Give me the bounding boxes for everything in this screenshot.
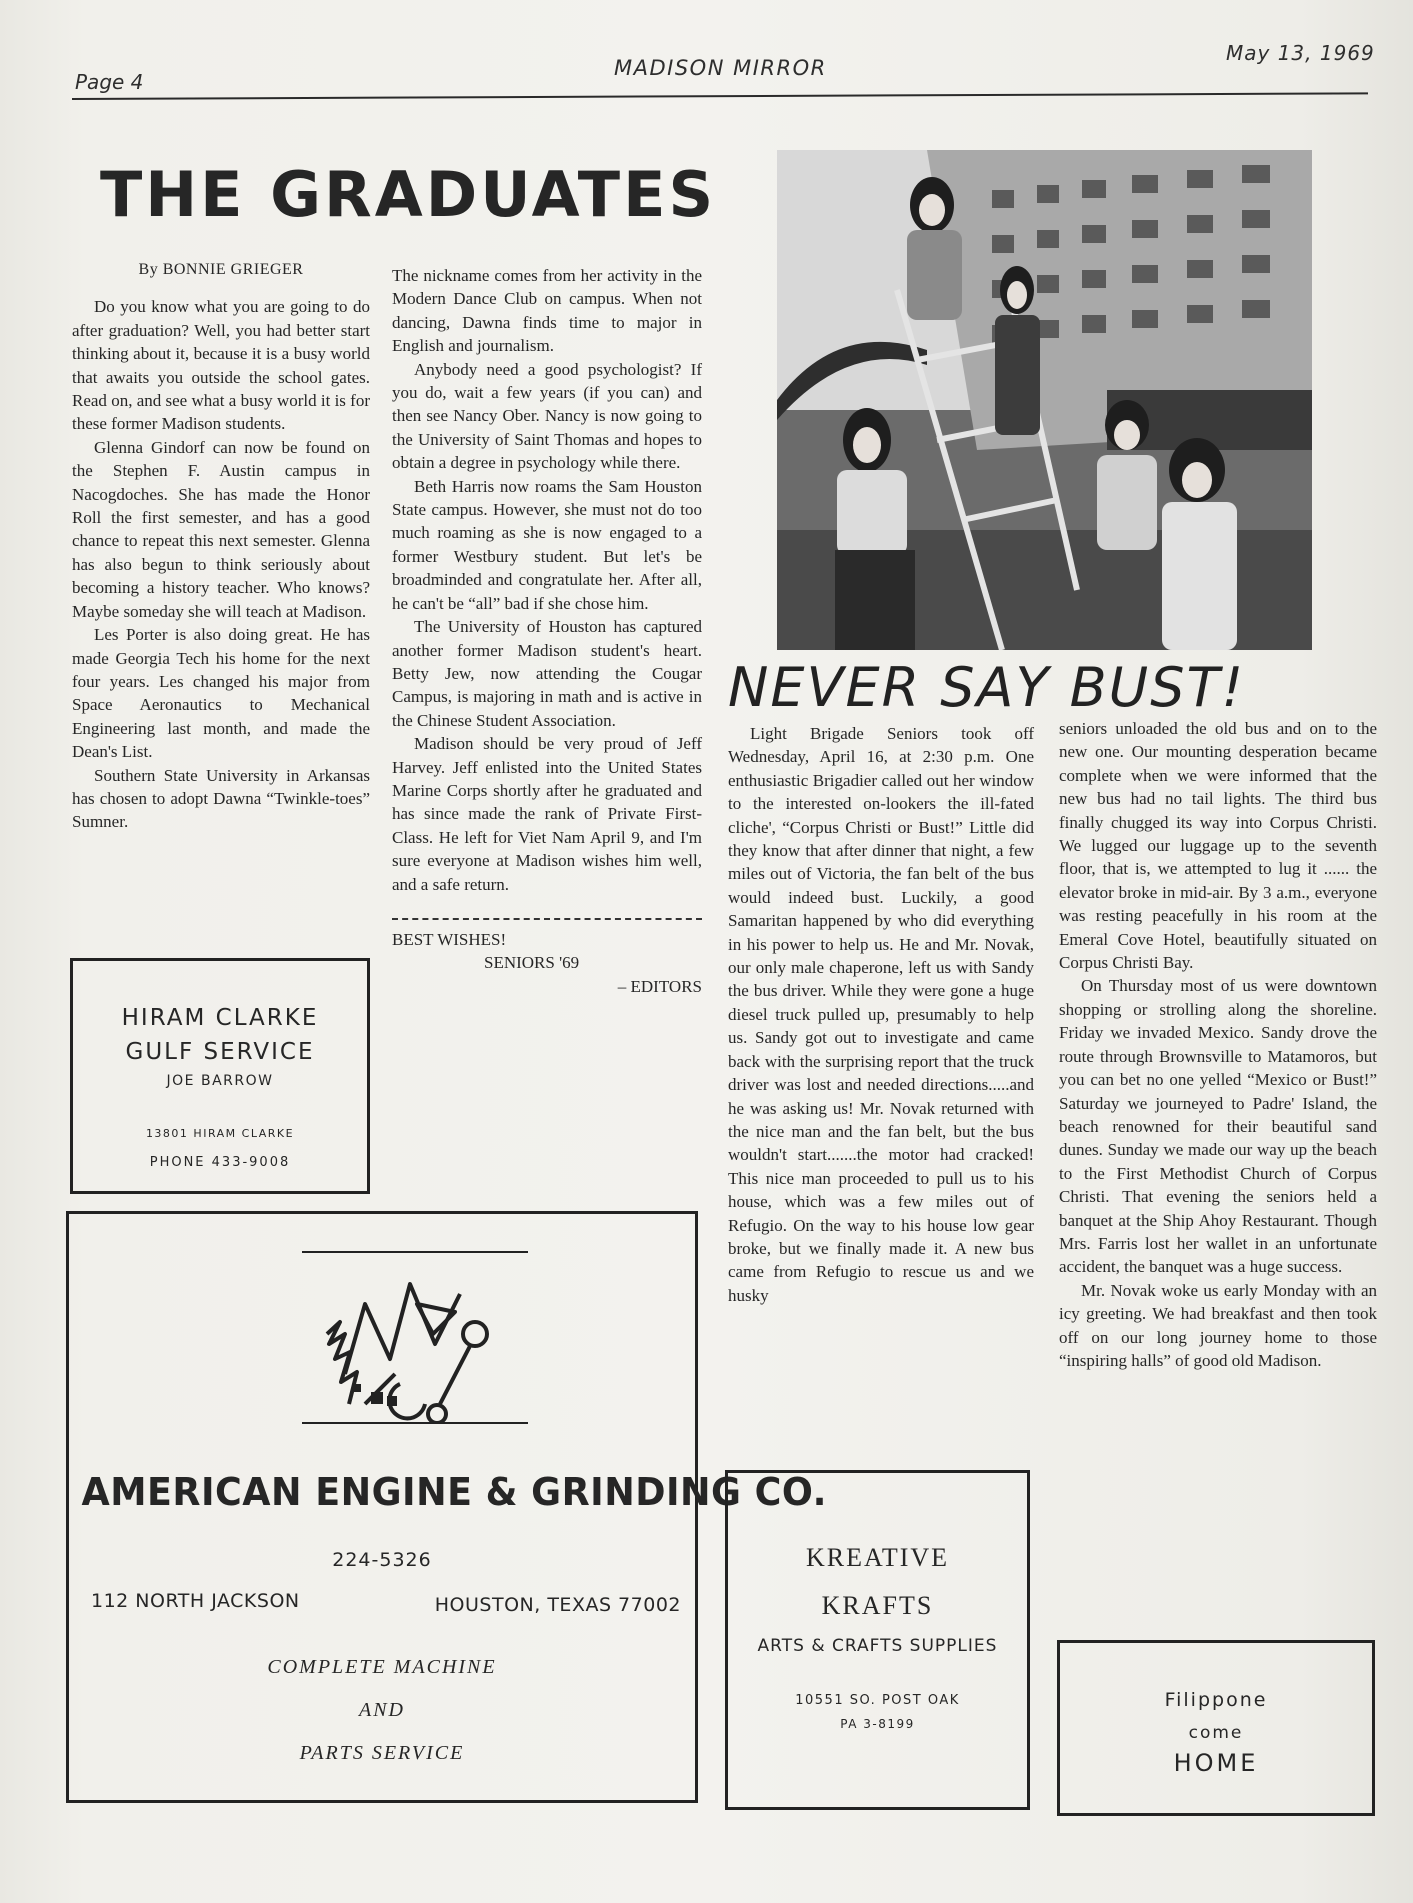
- ad-name-line: come: [1188, 1723, 1244, 1743]
- page-number: Page 4: [75, 70, 144, 94]
- article-paragraph: seniors unloaded the old bus and on to the new one. Our mounting desperation became complete when we were informed that the new bus had no tail lights. The third bus finally chugged its way into Corpus Christi. We lugged our luggage up to the seventh floor, that is, we attempted to lug it ...... the elevator broke in mid-air. By 3 a.m., everyone was resting peacefully in his room at the Emeral Cove Hotel, beautifully situated on Corpus Christi Bay.: [1059, 719, 1377, 973]
- article-paragraph: On Thursday most of us were downtown shopping or strolling along the shoreline. Friday we invaded Mexico. Sandy drove the route through Brownsville to Matamoros, but you can bet no one yelled “Mexico or Bust!” Saturday we journeyed to Padre' Island, the beach renowned for their beautiful sand dunes. Sunday we made our way up the beach to the First Methodist Church of Corpus Christi. That evening the seniors held a banquet at the Ship Ahoy Restaurant. Though Mrs. Farris lost her wallet in an unfortunate accident, the banquet was a huge success.: [1059, 976, 1377, 1277]
- article-paragraph: Anybody need a good psychologist? If you do, wait a few years (if you can) and then see Nancy Ober. Nancy is now going to the University of Saint Thomas and hopes to obtain a degree in psychology while there.: [392, 359, 702, 473]
- ad-company-name: AMERICAN ENGINE & GRINDING CO.: [81, 1470, 827, 1514]
- ad-hiram-clarke-gulf: [70, 958, 370, 1194]
- ad-name-line: HOME: [1173, 1749, 1259, 1777]
- article-paragraph: Southern State University in Arkansas has chosen to adopt Dawna “Twinkle-toes” Sumner.: [72, 765, 370, 832]
- ad-service-line: PARTS SERVICE: [299, 1742, 465, 1764]
- byline: By BONNIE GRIEGER: [138, 261, 304, 278]
- ad-rule: [302, 1251, 528, 1253]
- ad-name-line: KREATIVE: [805, 1543, 950, 1572]
- seniors-photo: [777, 150, 1312, 650]
- masthead: MADISON MIRROR: [614, 56, 827, 80]
- article-paragraph: Les Porter is also doing great. He has made Georgia Tech his home for the next four years. Les changed his major from Space Aeronautics to Mechanical Engineering last month, and made the Dean's List.: [72, 625, 370, 762]
- article-paragraph: Madison should be very proud of Jeff Harvey. Jeff enlisted into the United States Marine Corps shortly after he graduated and has since made the rank of Private First-Class. He left for Viet Nam April 9, and I'm sure everyone at Madison wishes him well, and a safe return.: [392, 734, 702, 894]
- ad-phone: PHONE 433-9008: [149, 1155, 291, 1170]
- seniors-signoff: SENIORS '69: [484, 953, 580, 973]
- article-paragraph: Do you know what you are going to do after graduation? Well, you had better start thinking about it, because it is a busy world that awaits you outside the school gates. Read on, and see what a busy world it is for these former Madison students.: [72, 297, 370, 434]
- ad-tagline: ARTS & CRAFTS SUPPLIES: [757, 1636, 998, 1656]
- ad-name-line: GULF SERVICE: [125, 1039, 315, 1065]
- ad-street: 112 NORTH JACKSON: [91, 1590, 300, 1612]
- ad-rule: [302, 1422, 528, 1424]
- graduates-column-1: [72, 258, 370, 834]
- ad-name-line: Filippone: [1164, 1689, 1268, 1711]
- article-paragraph: The nickname comes from her activity in the Modern Dance Club on campus. When not dancing, Dawna finds time to major in English and journalism.: [392, 266, 702, 356]
- ad-address: 13801 HIRAM CLARKE: [145, 1127, 295, 1140]
- graduates-headline: THE GRADUATES: [100, 158, 717, 231]
- ad-american-engine: [66, 1211, 827, 1803]
- article-paragraph: The University of Houston has captured another former Madison student's heart. Betty Jew, now attending the Cougar Campus, is majoring in math and is active in the Chinese Student Association.: [392, 617, 702, 730]
- editors-signoff: – EDITORS: [617, 976, 702, 996]
- issue-date: May 13, 1969: [1226, 41, 1375, 65]
- ad-name-line: KRAFTS: [821, 1591, 934, 1620]
- ad-city: HOUSTON, TEXAS 77002: [434, 1594, 681, 1616]
- bust-column-1: [728, 722, 1034, 1307]
- best-wishes: BEST WISHES!: [392, 929, 507, 949]
- ad-kreative-krafts: [725, 1470, 1030, 1810]
- ad-owner: JOE BARROW: [166, 1073, 274, 1089]
- ad-service-line: COMPLETE MACHINE: [267, 1656, 497, 1678]
- header-rule: [72, 92, 1368, 100]
- ad-phone: PA 3-8199: [840, 1717, 915, 1731]
- article-paragraph: Beth Harris now roams the Sam Houston State campus. However, she must not do too much roaming as she is now engaged to a former Westbury student. But let's be broadminded and congratulate her. After all, he can't be “all” bad if she chose him.: [392, 476, 702, 613]
- graduates-column-2: [392, 264, 702, 998]
- article-paragraph: Mr. Novak woke us early Monday with an icy greeting. We had breakfast and then took off on our long journey home to those “inspiring halls” of good old Madison.: [1059, 1280, 1377, 1370]
- article-paragraph: Glenna Gindorf can now be found on the Stephen F. Austin campus in Nacogdoches. She has made the Honor Roll the first semester, and has a good chance to repeat this next semester. Glenna has also begun to think seriously about becoming a history teacher. Who knows? Maybe someday she will teach at Madison.: [72, 437, 370, 621]
- engine-parts-logo-icon: [305, 1264, 525, 1424]
- ad-address: 10551 SO. POST OAK: [795, 1693, 960, 1708]
- ad-name-line: HIRAM CLARKE: [121, 1005, 319, 1031]
- article-paragraph: Light Brigade Seniors took off Wednesday, April 16, at 2:30 p.m. One enthusiastic Brigadier called out her window to the interested on-lookers the ill-fated cliche', “Corpus Christi or Bust!” Little did they know that after dinner that night, a few miles out of Victoria, the fan belt of the bus would indeed bust. Luckily, a good Samaritan happened by who did everything in his power to help us. He and Mr. Novak, our only male chaperone, left us with Sandy the bus driver. While they were gone a huge diesel truck pulled up, presumably to help us. Sandy got out to investigate and came back with the surprising report that the truck driver was lost and needed directions.....and he was asking us! Mr. Novak returned with the nice man and the fan belt, but the bus wouldn't start.......the motor had cracked! This nice man proceeded to pull us to his house, which was a few miles out of Refugio. On the way to his house low gear broke, but we finally made it. A new bus came from Refugio to rescue us and we husky: [728, 724, 1034, 1305]
- dashed-divider: [392, 918, 702, 920]
- ad-service-line: AND: [359, 1699, 405, 1721]
- never-say-bust-headline: NEVER SAY BUST!: [728, 656, 1246, 719]
- bust-column-2: [1059, 717, 1377, 1372]
- ad-phone: 224-5326: [332, 1549, 432, 1571]
- ad-filippone: [1057, 1640, 1375, 1816]
